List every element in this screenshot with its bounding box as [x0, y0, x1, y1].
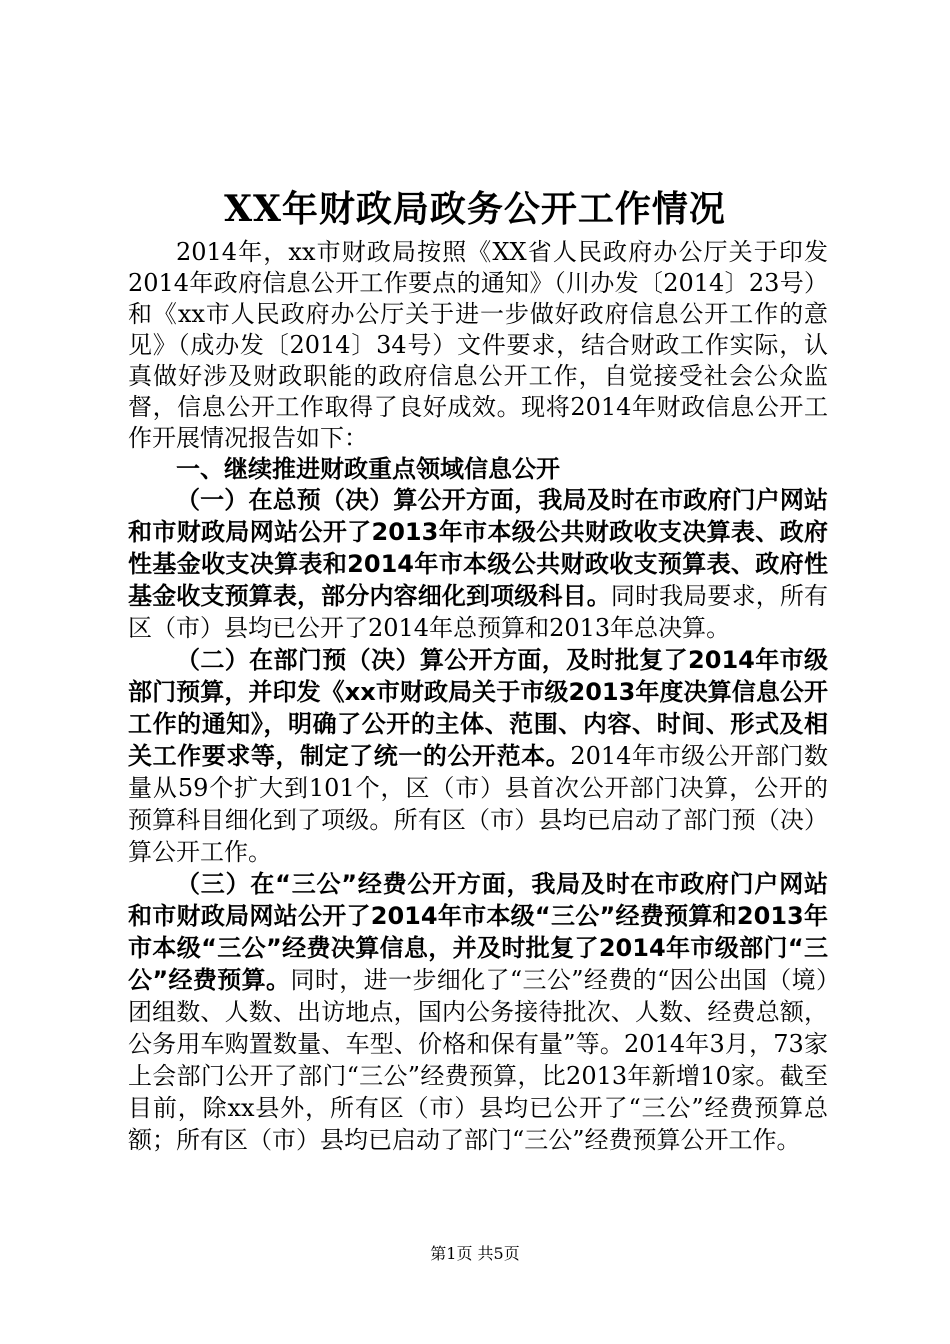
document-title: XX年财政局政务公开工作情况: [224, 188, 726, 230]
document-body: [128, 237, 828, 1157]
page-number: 第1页 共5页: [430, 1244, 520, 1263]
paragraph-3: [128, 869, 828, 1157]
paragraph-1-rest: 同时我局要求，所有区（市）县均已公开了2014年总预算和2013年总决算。: [128, 582, 829, 642]
section-heading: 一、继续推进财政重点领域信息公开: [176, 455, 560, 483]
paragraph-2-bold: （二）在部门预（决）算公开方面，及时批复了2014年市级部门预算，并印发《xx市财政局关于市级2013年度决算信息公开工作的通知》，明确了公开的主体、范围、内容、时间、形式及相关工作要求等，制定了统一的公开范本。: [128, 646, 828, 770]
intro-paragraph: 2014年，xx市财政局按照《XX省人民政府办公厅关于印发2014年政府信息公开工作要点的通知》（川办发〔2014〕23号）和《xx市人民政府办公厅关于进一步做好政府信息公开工作的意见》（成办发〔2014〕34号）文件要求，结合财政工作实际，认真做好涉及财政职能的政府信息公开工作，自觉接受社会公众监督，信息公开工作取得了良好成效。现将2014年财政信息公开工作开展情况报告如下：: [128, 238, 828, 452]
paragraph-1-bold: （一）在总预（决）算公开方面，我局及时在市政府门户网站和市财政局网站公开了2013年市本级公共财政收支决算表、政府性基金收支决算表和2014年市本级公共财政收支预算表、政府性基金收支预算表，部分内容细化到项级科目。: [128, 486, 828, 610]
paragraph-2-rest: 2014年市级公开部门数量从59个扩大到101个，区（市）县首次公开部门决算，公开的预算科目细化到了项级。所有区（市）县均已启动了部门预（决）算公开工作。: [128, 742, 829, 866]
paragraph-3-bold: （三）在“三公”经费公开方面，我局及时在市政府门户网站和市财政局网站公开了2014年市本级“三公”经费预算和2013年市本级“三公”经费决算信息，并及时批复了2014年市级部门“三公”经费预算。: [128, 870, 828, 994]
paragraph-3-rest: 同时，进一步细化了“三公”经费的“因公出国（境）团组数、人数、出访地点，国内公务接待批次、人数、经费总额，公务用车购置数量、车型、价格和保有量”等。2014年3月，73家上会部门公开了部门“三公”经费预算，比2013年新增10家。截至目前，除xx县外，所有区（市）县均已公开了“三公”经费预算总额；所有区（市）县均已启动了部门“三公”经费预算公开工作。: [128, 966, 828, 1154]
paragraph-1: [128, 485, 828, 645]
paragraph-2: [128, 645, 828, 869]
